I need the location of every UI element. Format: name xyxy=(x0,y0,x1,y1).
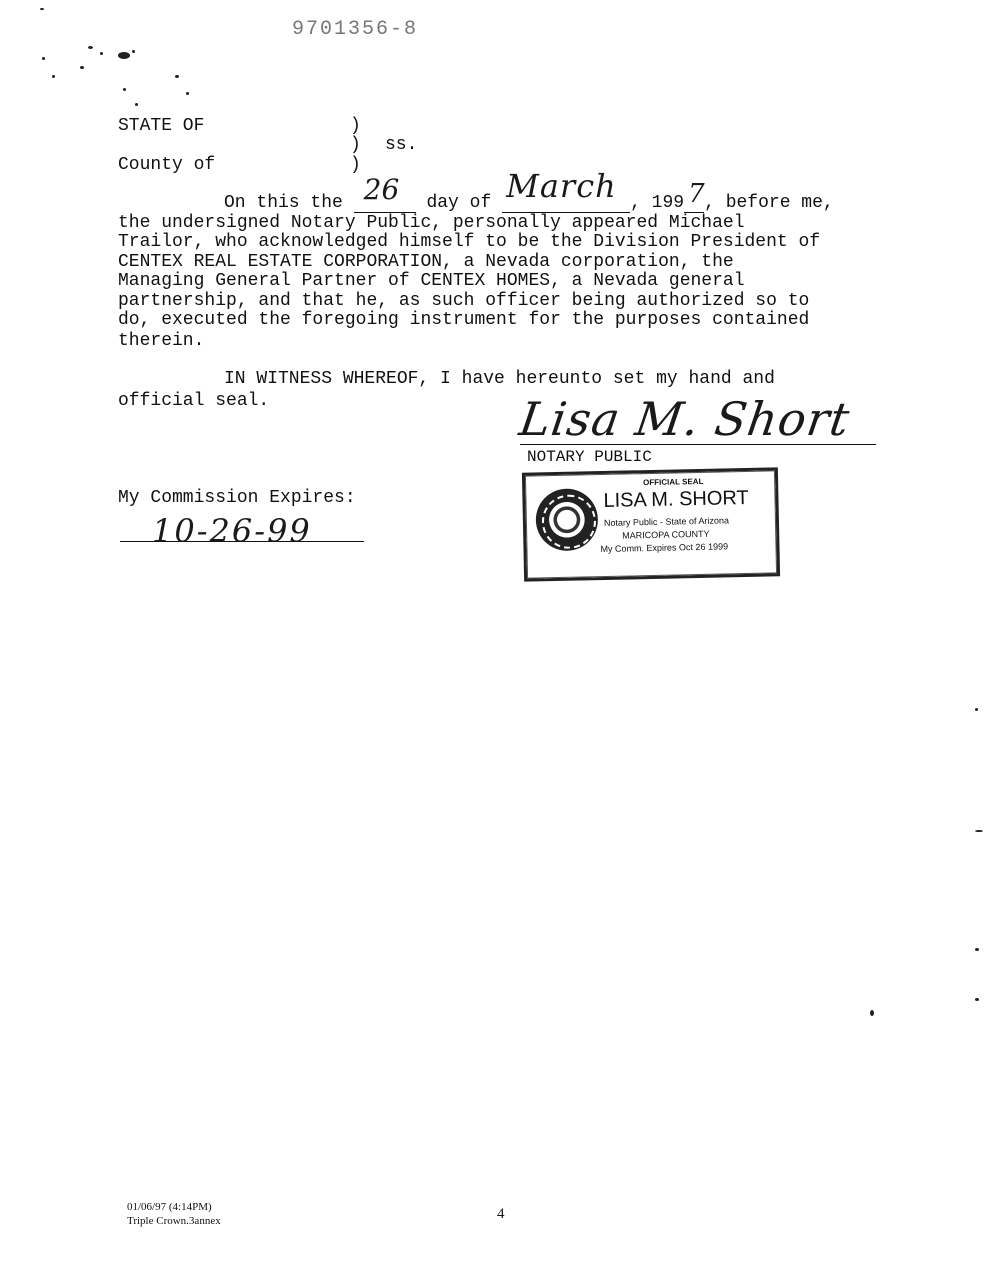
acknowledgment-line-1 xyxy=(224,167,834,213)
document-number: 9701356-8 xyxy=(292,18,419,41)
venue-paren-1: ) xyxy=(350,116,361,136)
official-seal-stamp xyxy=(522,467,780,581)
day-blank xyxy=(354,173,416,213)
commission-label: My Commission Expires: xyxy=(118,488,356,508)
state-label: STATE OF xyxy=(118,116,205,136)
stamp-heading: OFFICIAL SEAL xyxy=(643,476,704,488)
after-year-text: , before me, xyxy=(704,193,834,213)
acknowledgment-line-2: the undersigned Notary Public, personally appeared Michael xyxy=(118,213,745,233)
page-number: 4 xyxy=(497,1206,505,1222)
acknowledgment-line-8: therein. xyxy=(118,331,205,351)
state-seal-icon xyxy=(535,488,598,551)
stamp-line-3: My Comm. Expires Oct 26 1999 xyxy=(600,541,729,555)
venue-paren-3: ) xyxy=(350,155,361,175)
footer-file-name: Triple Crown.3annex xyxy=(127,1215,221,1227)
stamp-line-1: Notary Public - State of Arizona xyxy=(603,515,730,528)
month-blank xyxy=(502,167,630,213)
day-value: 26 xyxy=(363,173,400,206)
year-blank xyxy=(684,179,705,213)
acknowledgment-line-6: partnership, and that he, as such officer being authorized so to xyxy=(118,291,810,311)
ss-label: ss. xyxy=(385,135,418,155)
footer-date-time: 01/06/97 (4:14PM) xyxy=(127,1201,212,1213)
witness-line-1: IN WITNESS WHEREOF, I have hereunto set my hand and xyxy=(224,369,775,389)
year-digit: 7 xyxy=(688,179,705,209)
acknowledgment-line-7: do, executed the foregoing instrument for the purposes contained xyxy=(118,310,810,330)
acknowledgment-line-4: CENTEX REAL ESTATE CORPORATION, a Nevada corporation, the xyxy=(118,252,734,272)
month-value: March xyxy=(506,167,617,205)
venue-paren-2: ) xyxy=(350,135,361,155)
witness-line-2: official seal. xyxy=(118,391,270,411)
commission-value: 10-26-99 xyxy=(152,512,312,550)
stamp-line-2: MARICOPA COUNTY xyxy=(622,528,710,541)
year-prefix: , 199 xyxy=(630,193,685,213)
county-label: County of xyxy=(118,155,216,175)
notary-title: NOTARY PUBLIC xyxy=(527,448,652,466)
stamp-name: LISA M. SHORT xyxy=(603,486,749,512)
notary-signature: Lisa M. Short xyxy=(516,392,854,446)
acknowledgment-line-3: Trailor, who acknowledged himself to be the Division President of xyxy=(118,232,821,252)
acknowledgment-line-5: Managing General Partner of CENTEX HOMES, a Nevada general xyxy=(118,271,745,291)
intro-text: On this the xyxy=(224,193,343,213)
day-of-text: day of xyxy=(426,193,492,213)
